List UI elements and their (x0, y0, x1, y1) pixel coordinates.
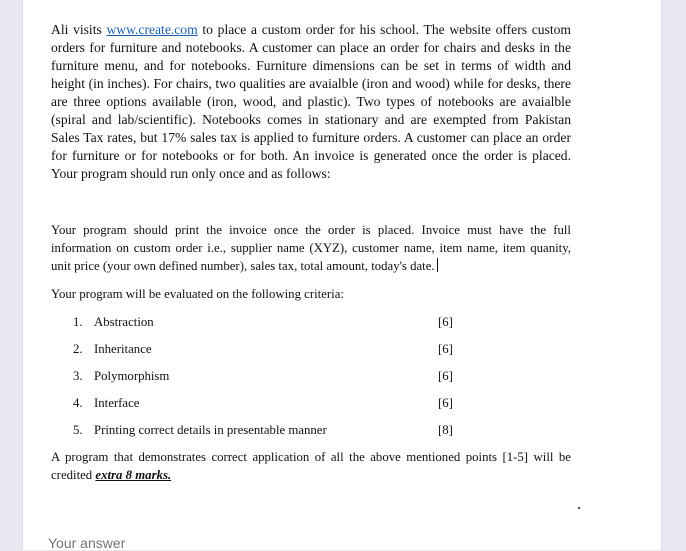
create-link[interactable]: www.create.com (106, 22, 198, 37)
paragraph-invoice: Your program should print the invoice once the order is placed. Invoice must have the full information on custom order i.e., supplier name (XYZ), customer name, item name, item quanity, unit price (your own defined number), sales tax, total amount, today's date. (51, 223, 571, 273)
paragraph-intro: Ali visits www.create.com to place a custom order for his school. The website offers custom orders for furniture and notebooks. A customer can place an order for chairs and desks in the furniture menu, and for notebooks. Furniture dimensions can be set in terms of width and height (in inches). For chairs, two qualities are avaialble (iron and wood) while for desks, there are three options available (iron, wood, and plastic). Two types of notebooks are avaialble (spiral and lab/scientific). Notebooks comes in stationary and are exempted from Pakistan Sales Tax rates, but 17% sales tax is applied to furniture orders. A customer can place an order for furniture or for notebooks or for both. An invoice is generated once the order is placed. Your program should run only once and as follows: (51, 22, 571, 181)
criteria-item: 5. Printing correct details in presentable manner [8] (73, 423, 453, 437)
paragraph-bonus: A program that demonstrates correct application of all the above mentioned points [1-5] will be credited extra 8 marks. (51, 450, 571, 482)
text-cursor (437, 258, 438, 272)
question-image (51, 21, 571, 484)
paragraph-criteria-intro: Your program will be evaluated on the following criteria: (51, 287, 344, 301)
answer-input[interactable]: Your answer (48, 535, 126, 551)
criteria-item: 4. Interface [6] (73, 396, 453, 410)
criteria-list (51, 313, 571, 448)
criteria-item: 2. Inheritance [6] (73, 342, 453, 356)
criteria-item: 3. Polymorphism [6] (73, 369, 453, 383)
stray-dot (578, 507, 580, 509)
bonus-emphasis: extra 8 marks. (95, 468, 172, 482)
criteria-item: 1. Abstraction [6] (73, 315, 453, 329)
question-card (22, 0, 662, 550)
